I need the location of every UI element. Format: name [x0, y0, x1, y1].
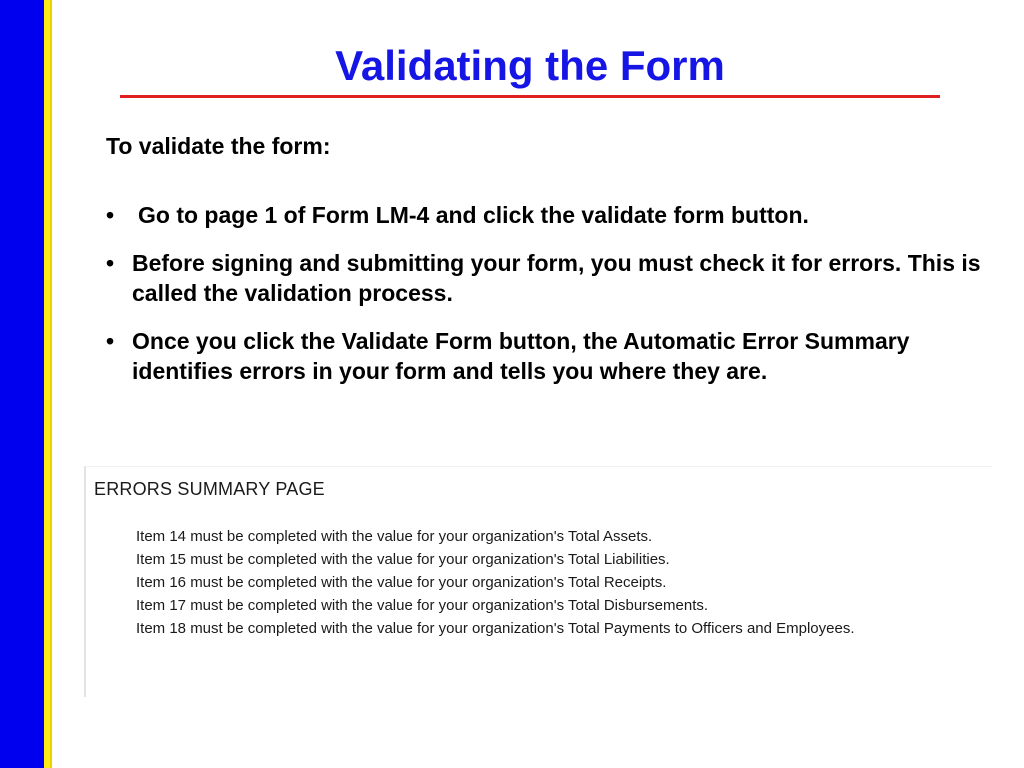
bullet-item — [106, 326, 986, 386]
errors-list — [136, 525, 855, 640]
error-item: Item 17 must be completed with the value for your organization's Total Disbursements. — [136, 597, 709, 614]
bullet-item — [106, 200, 986, 230]
title-underline — [120, 95, 940, 98]
error-item: Item 18 must be completed with the value for your organization's Total Payments to Officers and Employees. — [136, 620, 855, 637]
errors-summary-heading: ERRORS SUMMARY PAGE — [94, 479, 325, 499]
error-item: Item 16 must be completed with the value for your organization's Total Receipts. — [136, 574, 667, 591]
slide-title: Validating the Form — [335, 42, 725, 89]
errors-summary-screenshot — [84, 466, 992, 697]
bullet-list — [106, 200, 986, 404]
bullet-icon: • — [106, 202, 115, 228]
bullet-icon: • — [106, 250, 115, 276]
bullet-text: Before signing and submitting your form, you must check it for errors. This is called the validation process. — [132, 250, 981, 306]
error-item: Item 14 must be completed with the value for your organization's Total Assets. — [136, 528, 653, 545]
bullet-icon: • — [106, 328, 115, 354]
bullet-item — [106, 248, 986, 308]
side-stripe-edge — [50, 0, 52, 768]
error-item: Item 15 must be completed with the value for your organization's Total Liabilities. — [136, 551, 670, 568]
side-bar-blue — [0, 0, 44, 768]
intro-text: To validate the form: — [106, 133, 331, 159]
bullet-text: Go to page 1 of Form LM-4 and click the validate form button. — [138, 202, 809, 228]
bullet-text: Once you click the Validate Form button, the Automatic Error Summary identifies errors in your form and tells you where they are. — [132, 328, 910, 384]
